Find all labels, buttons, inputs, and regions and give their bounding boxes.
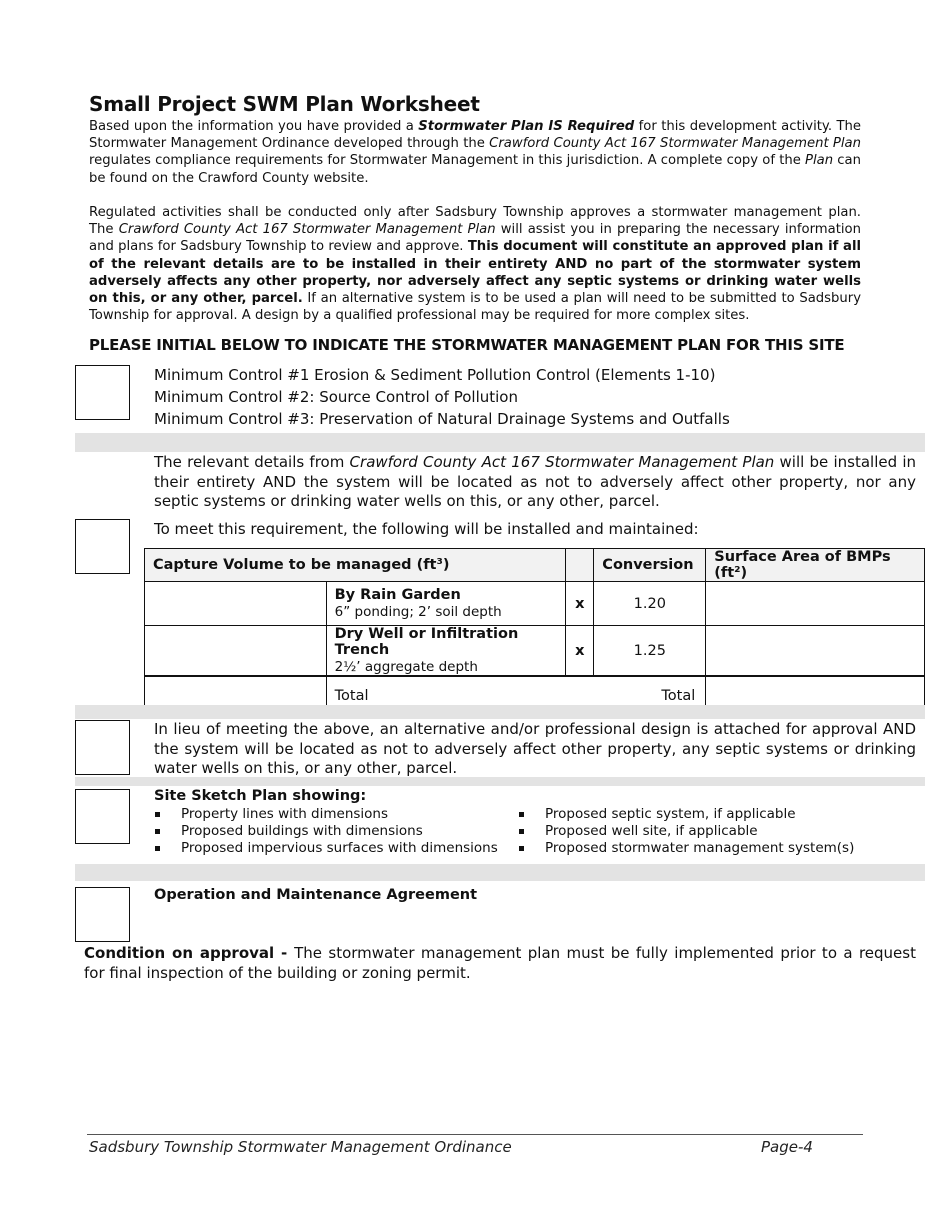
multiply-operator: x [566, 582, 594, 626]
site-sketch-list-right [518, 806, 854, 857]
conversion-factor: 1.20 [594, 582, 706, 626]
footer-rule [87, 1134, 863, 1135]
table-header-row [145, 549, 925, 582]
maintenance-agreement-heading: Operation and Maintenance Agreement [154, 887, 478, 903]
section-divider [75, 433, 925, 452]
intro-paragraph-1: Based upon the information you have provided a Stormwater Plan IS Required for this development activity. The Stormwater Management Ordinance developed through the Crawford County Act 167 Stormwater Management Plan regulates compliance requirements for Stormwater Management in this jurisdiction. A complete copy of the Plan can be found on the Crawford County website. [89, 119, 861, 186]
site-sketch-list-left [154, 806, 498, 857]
conversion-factor: 1.25 [594, 626, 706, 677]
initial-box-bmp-installation[interactable] [75, 519, 130, 574]
dry-well-area-input[interactable] [706, 626, 925, 677]
minimum-control-1: Minimum Control #1 Erosion & Sediment Pollution Control (Elements 1-10) [154, 366, 716, 384]
multiply-operator: x [566, 626, 594, 677]
section-divider [75, 705, 925, 719]
header-conversion: Conversion [594, 549, 706, 582]
bmp-type-detail: 6” ponding; 2’ soil depth [334, 604, 502, 620]
list-item: Proposed well site, if applicable [518, 823, 854, 840]
header-surface-area: Surface Area of BMPs (ft²) [706, 549, 925, 582]
initial-box-alternative-design[interactable] [75, 720, 130, 775]
table-row [145, 626, 925, 677]
alternative-design-paragraph: In lieu of meeting the above, an alternative and/or professional design is attached for approval AND the system will be located as not to adversely affect other property, any septic systems or drinking water wells on this, or any other, parcel. [154, 720, 916, 777]
bmp-type-name: Dry Well or Infiltration Trench [334, 626, 519, 658]
total-label-right: Total [661, 687, 696, 704]
list-item: Proposed buildings with dimensions [154, 823, 498, 840]
initial-box-site-sketch[interactable] [75, 789, 130, 844]
minimum-control-2: Minimum Control #2: Source Control of Pollution [154, 388, 518, 406]
intro-paragraph-2: Regulated activities shall be conducted only after Sadsbury Township approves a stormwater management plan. The Crawford County Act 167 Stormwater Management Plan will assist you in preparing the necessary information and plans for Sadsbury Township to review and approve. This document will constitute an approved plan if all of the relevant details are to be installed in their entirety AND no part of the stormwater system adversely affects any other property, nor adversely affect any septic systems or drinking water wells on this, or any other, parcel. If an alternative system is to be used a plan will need to be submitted to Sadsbury Township for approval. A design by a qualified professional may be required for more complex sites. [89, 205, 861, 324]
initial-box-maintenance-agreement[interactable] [75, 887, 130, 942]
list-item: Property lines with dimensions [154, 806, 498, 823]
initial-instruction-heading: PLEASE INITIAL BELOW TO INDICATE THE STORMWATER MANAGEMENT PLAN FOR THIS SITE [89, 336, 845, 354]
site-sketch-heading: Site Sketch Plan showing: [154, 788, 367, 804]
list-item: Proposed septic system, if applicable [518, 806, 854, 823]
dry-well-volume-input[interactable] [145, 626, 327, 677]
footer-ordinance-title: Sadsbury Township Stormwater Management Ordinance [89, 1138, 512, 1156]
initial-box-minimum-controls[interactable] [75, 365, 130, 420]
minimum-control-3: Minimum Control #3: Preservation of Natural Drainage Systems and Outfalls [154, 410, 730, 428]
header-capture-volume: Capture Volume to be managed (ft³) [145, 549, 566, 582]
section-divider [75, 777, 925, 786]
bmp-type-detail: 2½’ aggregate depth [334, 659, 478, 675]
total-label-left: Total [334, 687, 369, 704]
bmp-type-cell [326, 582, 566, 626]
condition-on-approval: Condition on approval - The stormwater management plan must be fully implemented prior to a request for final inspection of the building or zoning permit. [84, 944, 916, 982]
table-row [145, 582, 925, 626]
bmp-sizing-table [144, 548, 925, 715]
requirement-statement: To meet this requirement, the following will be installed and maintained: [154, 520, 699, 538]
relevant-details-paragraph: The relevant details from Crawford County Act 167 Stormwater Management Plan will be installed in their entirety AND the system will be located as not to adversely affect other property, nor any septic systems or drinking water wells on this, or any other, parcel. [154, 453, 916, 510]
footer-page-number: Page-4 [761, 1138, 813, 1156]
header-operator [566, 549, 594, 582]
rain-garden-volume-input[interactable] [145, 582, 327, 626]
list-item: Proposed stormwater management system(s) [518, 840, 854, 857]
section-divider [75, 864, 925, 881]
list-item: Proposed impervious surfaces with dimensions [154, 840, 498, 857]
page-title: Small Project SWM Plan Worksheet [89, 92, 480, 116]
rain-garden-area-input[interactable] [706, 582, 925, 626]
bmp-type-cell [326, 626, 566, 677]
bmp-type-name: By Rain Garden [334, 587, 461, 603]
